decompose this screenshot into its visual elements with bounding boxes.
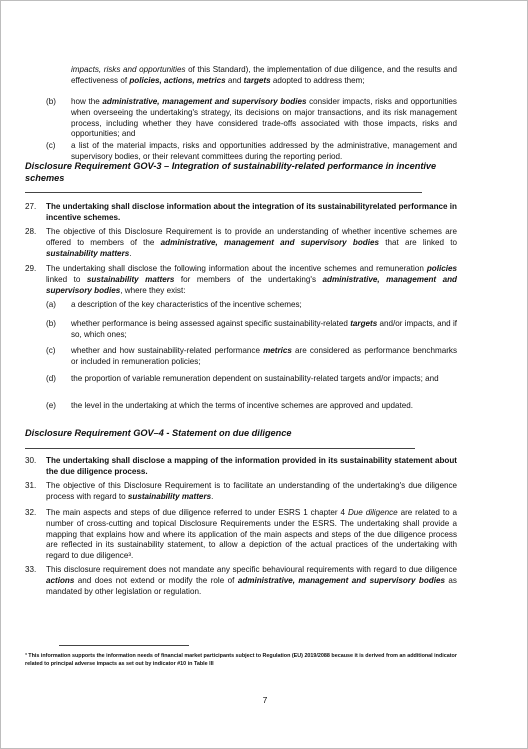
paragraph-number: 33. [25,565,37,574]
text-run: . [129,248,132,258]
item-label: (b) [46,97,56,106]
emphasis-text: administrative, management and supervisory bodies [237,575,445,585]
paragraph-number: 32. [25,508,37,517]
list-item-text [71,319,457,341]
text-run: as mandated by other legislation or regulation. [46,575,457,596]
emphasis-text: sustainability matters [86,274,175,284]
emphasis-text: metrics [263,346,292,355]
emphasis-text: targets [243,75,271,85]
paragraph-33 [46,565,457,597]
emphasis-text: The undertaking shall disclose a mapping of the information provided in its sustainability statement about the due diligence process. [46,456,457,476]
text-run: a list of the material impacts, risks and opportunities addressed by the administrative, management and supervisory bodies, or their relevant committees during the reporting period. [71,141,457,161]
list-item-text [71,374,457,385]
item-a-continued [71,65,457,87]
list-item-text [71,401,457,412]
paragraph-number: 27. [25,202,37,211]
emphasis-text: impacts, risks and opportunities [71,65,186,74]
item-label: (c) [46,141,56,150]
text-run: the proportion of variable remuneration dependent on sustainability-related targets and/or impacts; and [71,374,439,383]
text-run: whether performance is being assessed against specific sustainability-related [71,319,351,328]
text-run: of this Standard), the implementation of due diligence, and the results and effectiveness of [71,65,457,85]
emphasis-text: The undertaking shall disclose information about the integration of its sustainabilityrelated performance in incentive schemes. [46,202,457,222]
text-run: how the [71,97,103,106]
text-run: and [225,75,244,85]
footnote: ³ This information supports the information needs of financial market participants subject to Regulation (EU) 2019/2088 because it is derived from an additional indicator related to principal adverse impacts as set out by indicator #10 in Table III [25,653,457,667]
text-run: adopted to address them; [270,75,365,85]
emphasis-text: actions [46,575,75,585]
paragraph-29 [46,264,457,296]
emphasis-text: sustainability matters [127,491,212,501]
emphasis-text: policies [426,264,457,273]
text-run: are related to a number of cross-cutting and topical Disclosure Requirements under the ESRS. The undertaking shall provide a mapping that explains how and where its application of the main aspects and steps of the due diligence process are reflected in its sustainability statement, to allow a depiction of the actual practices of the undertaking with regard to due diligence³. [46,508,457,561]
section-heading-gov4: Disclosure Requirement GOV–4 - Statement on due diligence [25,428,292,438]
paragraph-27 [46,202,457,224]
paragraph-28 [46,227,457,259]
text-run: This disclosure requirement does not mandate any specific behavioural requirements with regard to due diligence [46,565,457,574]
list-item-label: (c) [46,346,56,355]
emphasis-text: sustainability matters [46,248,130,258]
emphasis-text: Due diligence [347,508,398,517]
emphasis-text: administrative, management and supervisory bodies [160,237,379,247]
text-run: The objective of this Disclosure Requirement is to provide an understanding of whether incentive schemes are offered to members of the [46,227,457,247]
paragraph-number: 31. [25,481,37,490]
text-run: the level in the undertaking at which the terms of incentive schemes are approved and updated. [71,401,413,410]
text-run: for members of the undertaking's [174,274,323,284]
list-item-label: (a) [46,300,56,309]
paragraph-number: 30. [25,456,37,465]
heading-divider [25,448,415,449]
text-run: The main aspects and steps of due diligence referred to under ESRS 1 chapter 4 [46,508,348,517]
text-run: consider impacts, risks and opportunities when overseeing the undertaking's strategy, its decisions on major transactions, and its risk management process, including whether they have considered trade-offs associated with those impacts, risks and opportunities; and [71,97,457,139]
text-run: The undertaking shall disclose the following information about the incentive schemes and remuneration [46,264,427,273]
paragraph-number: 29. [25,264,37,273]
text-run: and does not extend or modify the role of [74,575,238,585]
text-run: a description of the key characteristics of the incentive schemes; [71,300,302,309]
paragraph-number: 28. [25,227,37,236]
footnote-divider [59,645,189,646]
list-item-text [71,300,457,311]
text-run: The objective of this Disclosure Requirement is to facilitate an understanding of the undertaking's due diligence process with regard to [46,481,457,501]
paragraph-30 [46,456,457,478]
emphasis-text: targets [350,319,378,328]
paragraph-31 [46,481,457,503]
text-run: . [211,491,214,501]
text-run: are considered as performance benchmarks or included in remuneration policies; [71,346,458,366]
text-run: whether and how sustainability-related performance [71,346,264,355]
list-item-label: (e) [46,401,56,410]
emphasis-text: policies, actions, metrics [129,75,226,85]
heading-divider [25,192,422,193]
list-item-label: (b) [46,319,56,328]
emphasis-text: administrative, management and supervisory bodies [46,274,457,295]
section-heading-gov3: Disclosure Requirement GOV-3 – Integration of sustainability-related performance in incentive schemes [25,161,437,183]
text-run: linked to [46,274,87,284]
emphasis-text: administrative, management and supervisory bodies [102,97,307,106]
text-run: , where they exist: [120,285,186,295]
list-item-label: (d) [46,374,56,383]
paragraph-32 [46,508,457,562]
item-c-text [71,141,457,163]
page-number: 7 [262,695,268,705]
text-run: and/or impacts, and if so, which ones; [71,319,457,339]
text-run: that are linked to [379,237,457,247]
list-item-text [71,346,457,368]
item-b-text [71,97,457,140]
